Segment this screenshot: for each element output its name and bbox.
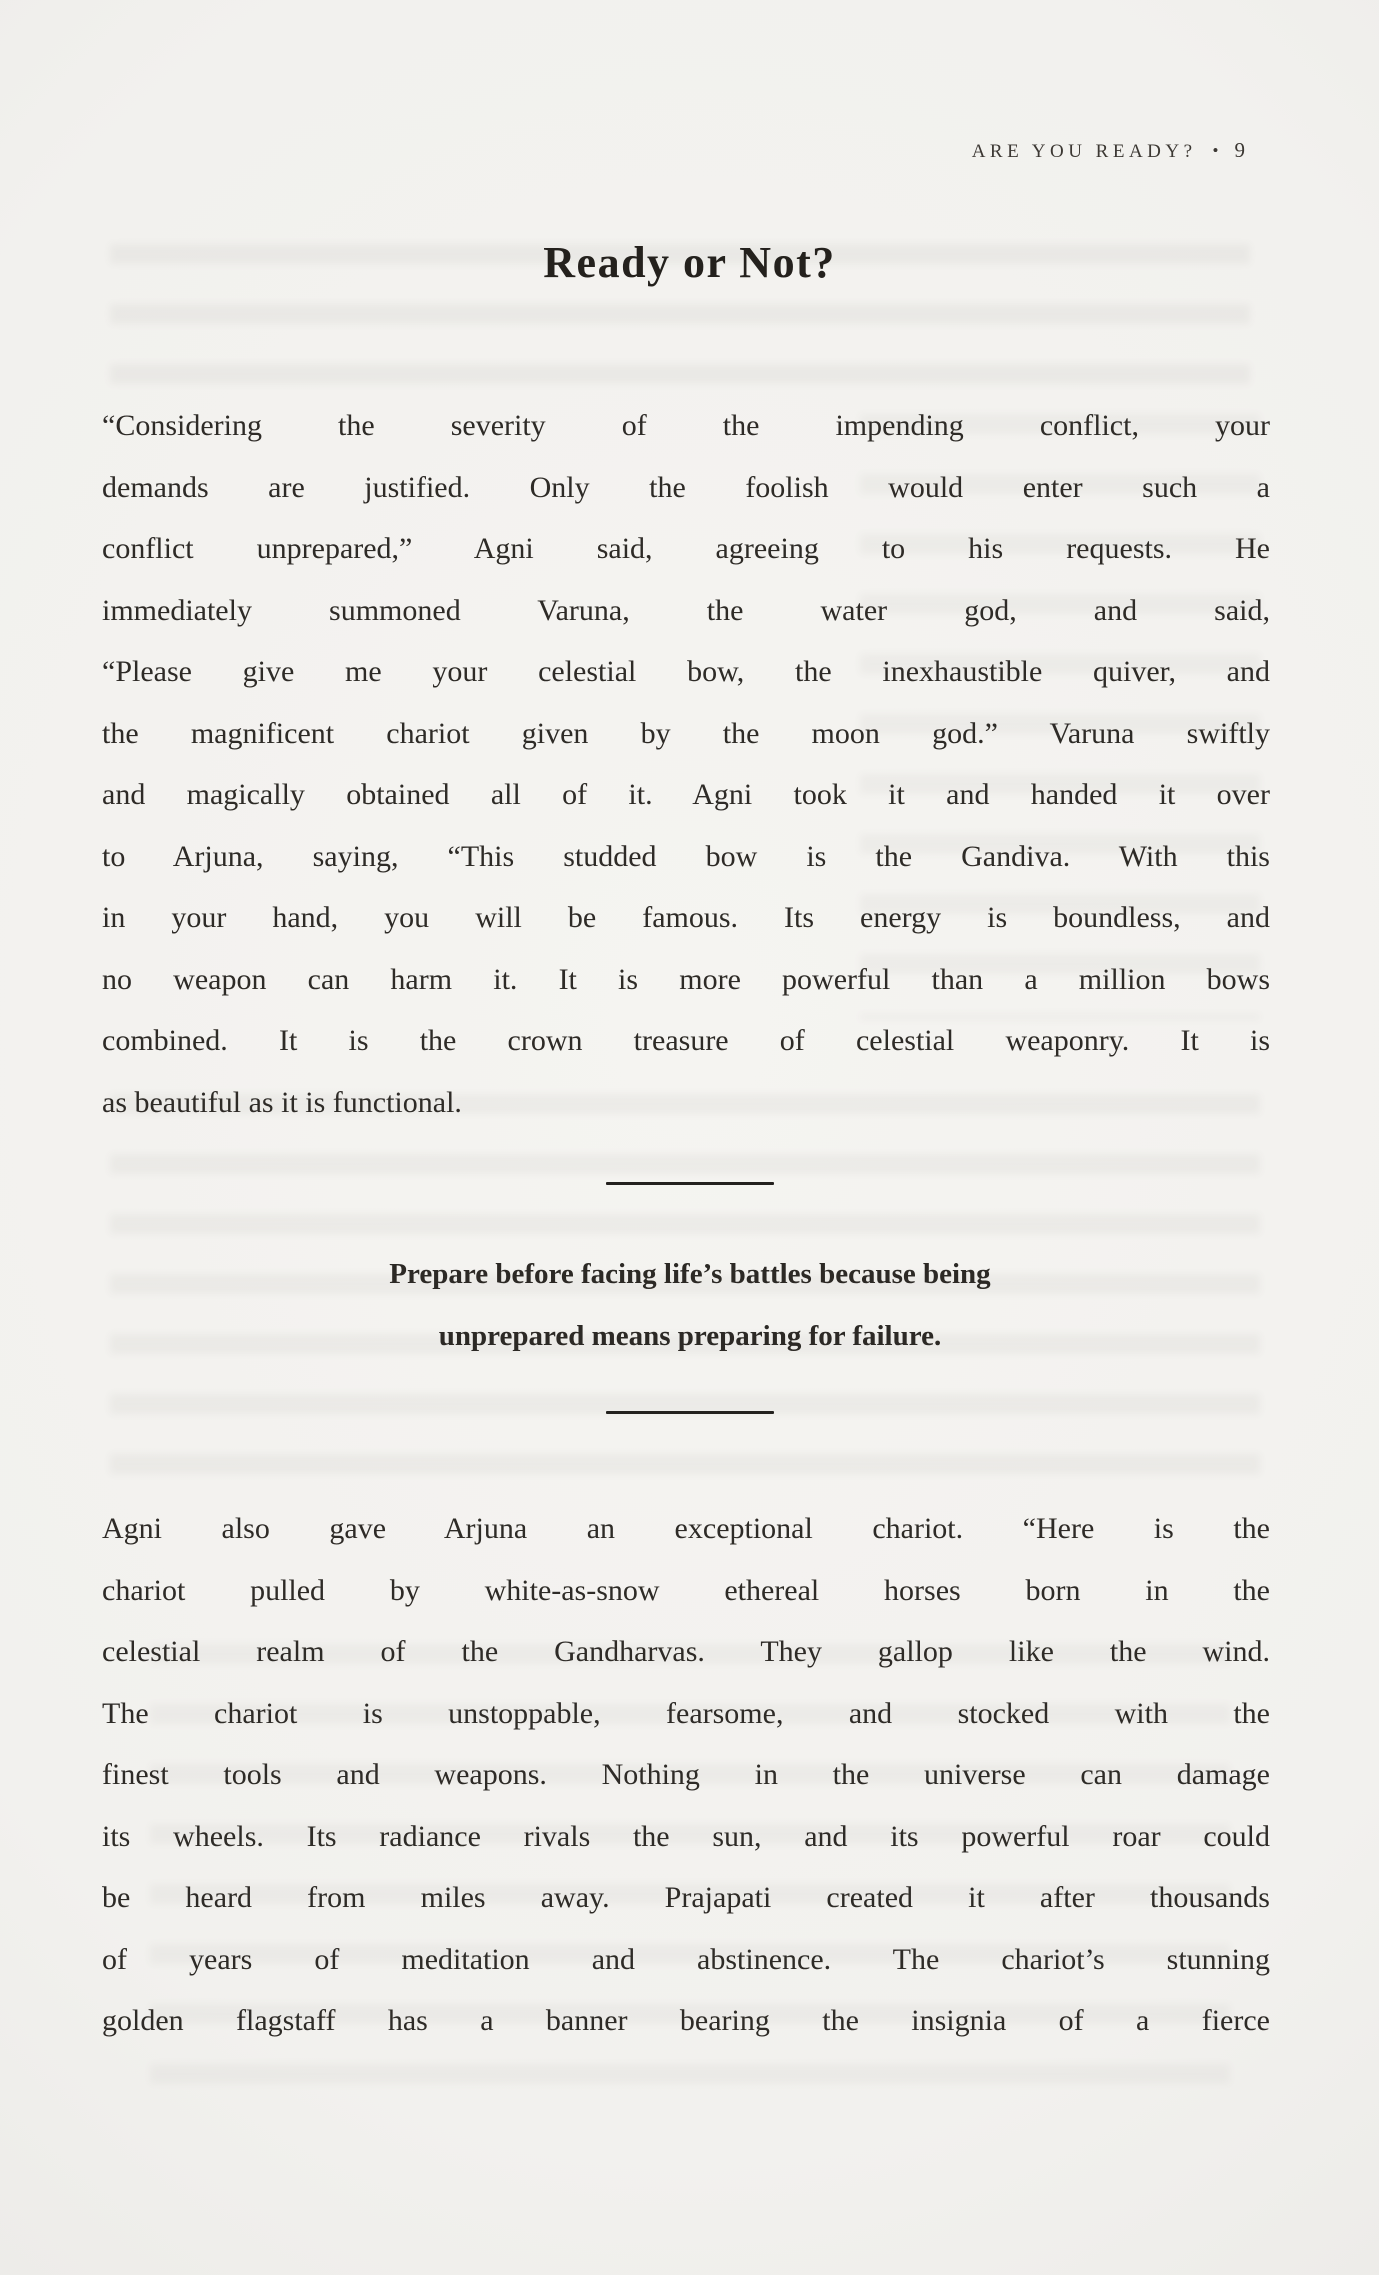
section-divider-rule xyxy=(606,1411,774,1414)
text-line: conflict unprepared,” Agni said, agreeing to his requests. He xyxy=(102,532,1270,565)
text-line: golden flagstaff has a banner bearing the insignia of a fierce xyxy=(102,2004,1270,2037)
page-number: 9 xyxy=(1234,138,1245,162)
text-line: and magically obtained all of it. Agni took it and handed it over xyxy=(102,778,1270,811)
paragraph-2 xyxy=(102,1498,1270,2052)
chapter-title: Ready or Not? xyxy=(543,238,836,287)
text-line: Prepare before facing life’s battles because being xyxy=(389,1258,991,1290)
running-header xyxy=(972,138,1245,163)
text-line: combined. It is the crown treasure of celestial weaponry. It is xyxy=(102,1024,1270,1057)
text-line: “Considering the severity of the impending conflict, your xyxy=(102,409,1270,442)
text-line: the magnificent chariot given by the moon god.” Varuna swiftly xyxy=(102,716,1270,750)
section-divider-rule xyxy=(606,1182,774,1185)
text-line: chariot pulled by white-as-snow ethereal horses born in the xyxy=(102,1573,1270,1607)
text-line: its wheels. Its radiance rivals the sun, and its powerful roar could xyxy=(102,1819,1270,1853)
header-bullet-separator: • xyxy=(1212,141,1219,160)
text-line: be heard from miles away. Prajapati created it after thousands xyxy=(102,1881,1270,1914)
running-header-title: ARE YOU READY? xyxy=(971,141,1197,162)
text-line: “Please give me your celestial bow, the inexhaustible quiver, and xyxy=(102,655,1270,688)
text-line: immediately summoned Varuna, the water god, and said, xyxy=(102,593,1270,627)
text-line: in your hand, you will be famous. Its energy is boundless, and xyxy=(102,901,1270,934)
text-line: to Arjuna, saying, “This studded bow is the Gandiva. With this xyxy=(102,839,1270,873)
paragraph-1 xyxy=(102,395,1270,1133)
text-line: Agni also gave Arjuna an exceptional chariot. “Here is the xyxy=(102,1512,1270,1545)
text-line: celestial realm of the Gandharvas. They gallop like the wind. xyxy=(102,1635,1270,1668)
text-line: finest tools and weapons. Nothing in the universe can damage xyxy=(102,1758,1270,1791)
text-line: demands are justified. Only the foolish would enter such a xyxy=(102,470,1270,504)
text-line: unprepared means preparing for failure. xyxy=(438,1320,942,1352)
text-line: as beautiful as it is functional. xyxy=(102,1085,462,1119)
pull-quote xyxy=(160,1243,1220,1367)
text-line: The chariot is unstoppable, fearsome, and stocked with the xyxy=(102,1696,1270,1730)
text-line: no weapon can harm it. It is more powerful than a million bows xyxy=(102,962,1270,996)
text-line: of years of meditation and abstinence. The chariot’s stunning xyxy=(102,1942,1270,1976)
